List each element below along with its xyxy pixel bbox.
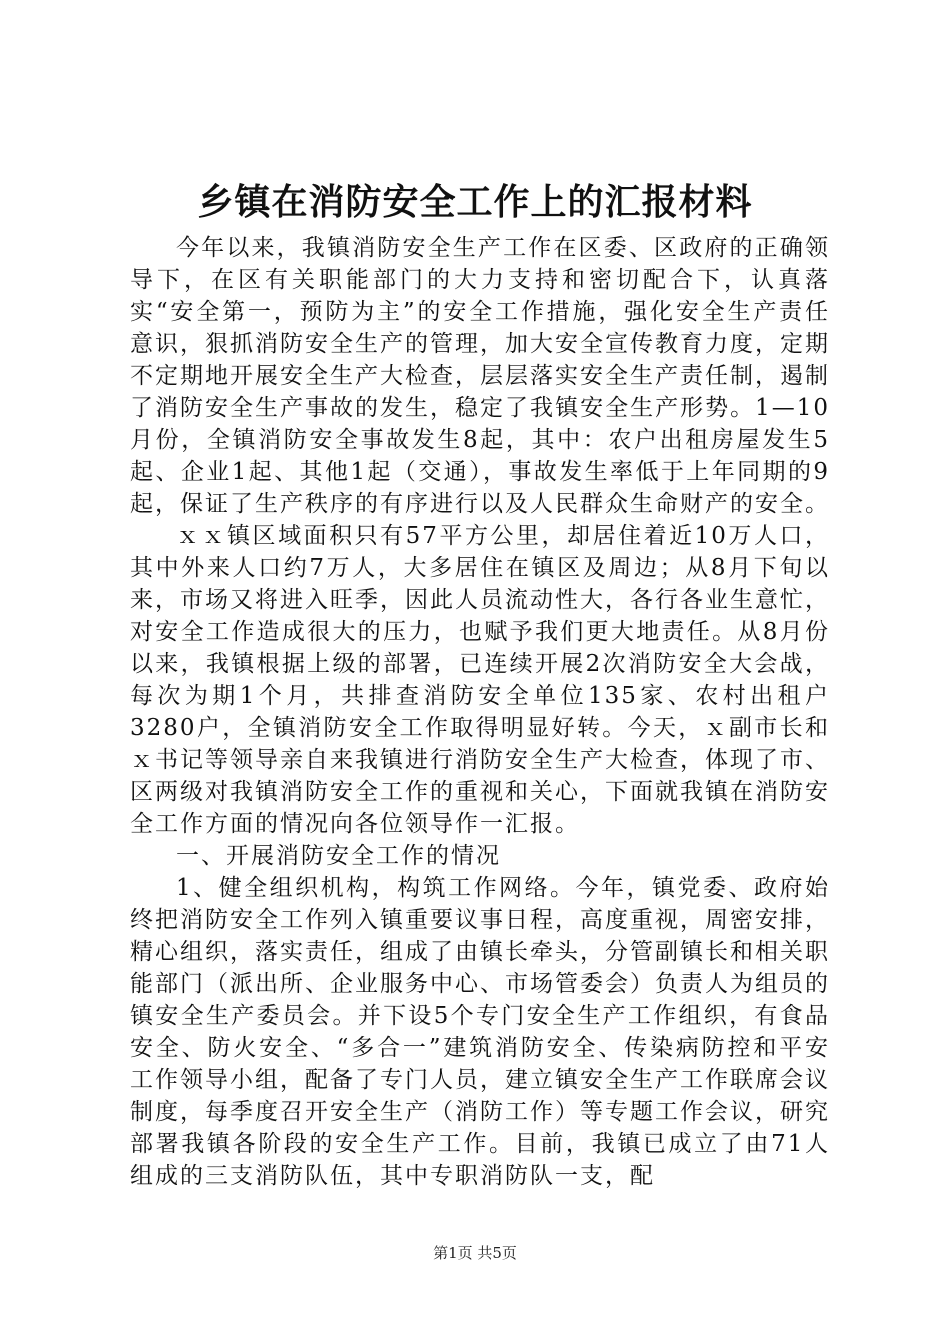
document-title: 乡镇在消防安全工作上的汇报材料 xyxy=(197,182,753,223)
section-heading-1: 一、开展消防安全工作的情况 xyxy=(176,843,501,869)
document-body xyxy=(130,232,830,1192)
paragraph-town-overview: ｘｘ镇区域面积只有57平方公里，却居住着近10万人口，其中外来人口约7万人，大多居住在镇区及周边；从8月下旬以来，市场又将进入旺季，因此人员流动性大，各行各业生意忙，对安全工作造成很大的压力，也赋予我们更大地责任。从8月份以来，我镇根据上级的部署，已连续开展2次消防安全大会战，每次为期1个月，共排查消防安全单位135家、农村出租户3280户，全镇消防安全工作取得明显好转。今天，ｘ副市长和ｘ书记等领导亲自来我镇进行消防安全生产大检查，体现了市、区两级对我镇消防安全工作的重视和关心，下面就我镇在消防安全工作方面的情况向各位领导作一汇报。 xyxy=(130,523,830,837)
paragraph-intro: 今年以来，我镇消防安全生产工作在区委、区政府的正确领导下，在区有关职能部门的大力支持和密切配合下，认真落实“安全第一，预防为主”的安全工作措施，强化安全生产责任意识，狠抓消防安全生产的管理，加大安全宣传教育力度，定期不定期地开展安全生产大检查，层层落实安全生产责任制，遏制了消防安全生产事故的发生，稳定了我镇安全生产形势。1—10月份，全镇消防安全事故发生8起，其中：农户出租房屋发生5起、企业1起、其他1起（交通），事故发生率低于上年同期的9起，保证了生产秩序的有序进行以及人民群众生命财产的安全。 xyxy=(130,235,830,517)
page-number-footer: 第1页 共5页 xyxy=(433,1244,517,1262)
paragraph-organization: 1、健全组织机构，构筑工作网络。今年，镇党委、政府始终把消防安全工作列入镇重要议事日程，高度重视，周密安排，精心组织，落实责任，组成了由镇长牵头，分管副镇长和相关职能部门（派出所、企业服务中心、市场管委会）负责人为组员的镇安全生产委员会。并下设5个专门安全生产工作组织，有食品安全、防火安全、“多合一”建筑消防安全、传染病防控和平安工作领导小组，配备了专门人员，建立镇安全生产工作联席会议制度，每季度召开安全生产（消防工作）等专题工作会议，研究部署我镇各阶段的安全生产工作。目前，我镇已成立了由71人组成的三支消防队伍，其中专职消防队一支，配 xyxy=(130,875,830,1189)
